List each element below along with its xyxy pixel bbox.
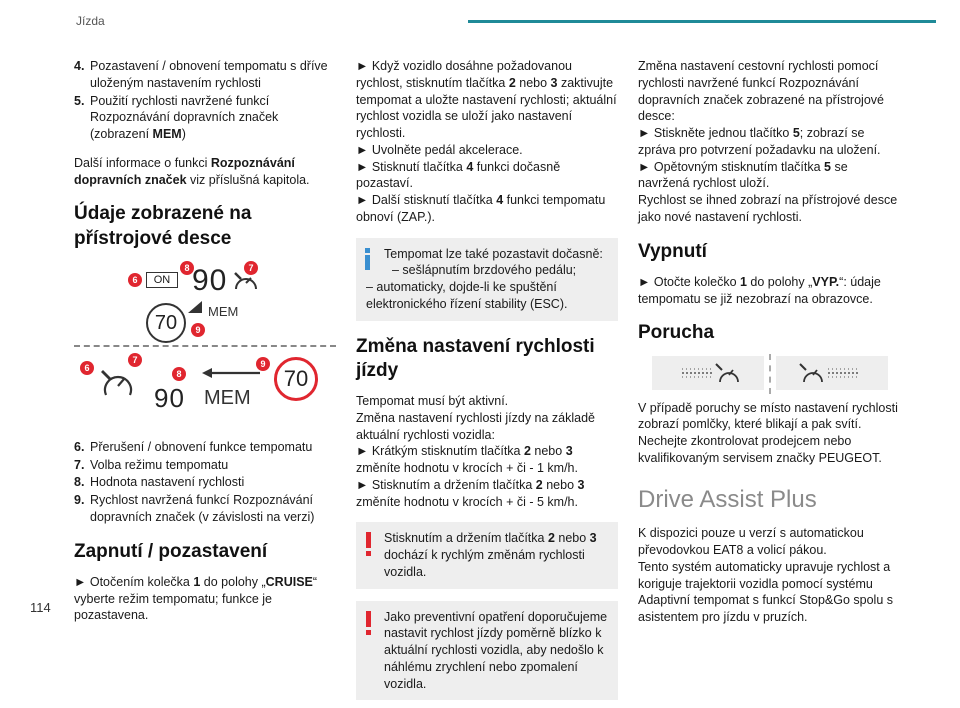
fault-divider [769, 354, 771, 394]
list-item: 6. Přerušení / obnovení funkce tempomatu [74, 439, 313, 454]
list-item: 4. Pozastavení / obnovení tempomatu s dříve uloženým nastavením rychlosti [74, 59, 328, 90]
warning-box: Stisknutím a držením tlačítka 2 nebo 3 dochází k rychlým změnám rychlosti vozidla. [356, 522, 618, 588]
heading-off: Vypnutí [638, 240, 707, 262]
list-item: 9. Rychlost navržená funkcí Rozpoznávání dopravních značek (v závislosti na verzi) [74, 493, 315, 524]
heading-change: Změna nastavení rychlosti jízdy [356, 335, 595, 381]
on-text: ► Otočením kolečka 1 do polohy „CRUISE“ vyberte režim tempomatu; funkce je pozastavena. [74, 574, 318, 623]
mem-label: MEM [204, 386, 251, 409]
more-info-text: Další informace o funkci Rozpoznávání dopravních značek viz příslušná kapitola. [74, 155, 310, 187]
step-text: ► Stisknutí tlačítka 4 funkci dočasně pozastaví. [356, 159, 561, 191]
header-accent-bar [468, 20, 936, 23]
header-section-label: Jízda [76, 14, 105, 28]
arrow-left-icon [202, 367, 262, 379]
badge-6: 6 [128, 273, 142, 287]
step-text: ► Když vozidlo dosáhne požadovanou rychlost, stisknutím tlačítka 2 nebo 3 zaktivujte tempomat a uložte nastavení rychlosti; aktuální rychlost vozidla se uloží jako nastavení rychlosti. [356, 59, 617, 140]
fault-panel-right [776, 356, 888, 390]
warning-box: Jako preventivní opatření doporučujeme nastavit rychlost jízdy poměrně blízko k aktuální rychlosti vozidla, aby nedošlo k náhlému zrychlení nebo zpomalení vozidla. [356, 601, 618, 701]
heading-display: Údaje zobrazené na přístrojové desce [74, 203, 252, 249]
badge-7: 7 [244, 261, 258, 275]
mem-label: MEM [208, 303, 239, 319]
list-item: 8. Hodnota nastavení rychlosti [74, 475, 245, 490]
warning-icon [366, 532, 371, 556]
heading-drive-assist: Drive Assist Plus [638, 485, 817, 513]
step-text: ► Opětovným stisknutím tlačítka 5 se navržená rychlost uloží. [638, 159, 848, 191]
warning-icon [366, 611, 371, 635]
off-text: ► Otočte kolečko 1 do polohy „VYP.“: údaje tempomatu se již nezobrazí na obrazovce. [638, 274, 881, 306]
info-icon [365, 248, 370, 270]
list-item: 7. Volba režimu tempomatu [74, 457, 229, 472]
page-number: 114 [30, 600, 51, 615]
step-text: ► Stisknutím a držením tlačítka 2 nebo 3 změníte hodnotu v krocích + či - 5 km/h. [356, 477, 585, 509]
cluster-diagram [74, 261, 336, 433]
badge-6: 6 [80, 361, 94, 375]
set-speed-value: 90 [154, 382, 185, 413]
pointer-triangle-icon [184, 299, 204, 315]
info-box: Tempomat lze také pozastavit dočasně: – sešlápnutím brzdového pedálu; – automaticky, dojde-li ke spuštění elektronického řízení stability (ESC). [356, 238, 618, 321]
cruise-gauge-icon [100, 367, 136, 401]
fault-diagram [638, 356, 900, 392]
badge-9: 9 [191, 323, 205, 337]
step-text: ► Krátkým stisknutím tlačítka 2 nebo 3 změníte hodnotu v krocích + či - 1 km/h. [356, 444, 578, 476]
gauge-dashes-icon [776, 356, 888, 390]
speed-limit-sign-icon: 70 [274, 357, 318, 401]
heading-fault: Porucha [638, 322, 715, 344]
cruise-gauge-icon [232, 269, 260, 297]
column-1 [74, 58, 336, 624]
on-indicator: ON [146, 272, 178, 288]
dashes-gauge-icon [652, 356, 764, 390]
fault-panel-left [652, 356, 764, 390]
step-text: ► Další stisknutí tlačítka 4 funkci tempomatu obnoví (ZAP.). [356, 193, 606, 224]
step-text: ► Uvolněte pedál akcelerace. [356, 142, 523, 157]
step-text: ► Stiskněte jednou tlačítko 5; zobrazí se zpráva pro potvrzení požadavku na uložení. [638, 126, 881, 157]
suggested-speed-sign: 70 [146, 303, 186, 343]
badge-8: 8 [180, 261, 194, 275]
column-2: ► Když vozidlo dosáhne požadovanou rychlost, stisknutím tlačítka 2 nebo 3 zaktivujte tempomat a uložte nastavení rychlosti; aktuální rychlost vozidla se uloží jako nastavení rychlosti. ► Uvolněte pedál akcelerace. ► Stisknutí tlačítka 4 funkci dočasně pozastaví. ► Další stisknutí tlačítka 4 funkci tempomatu obnoví (ZAP.). Tempomat lze také pozastavit dočasně: – sešlápnutím brzdového pedálu; – automaticky, dojde-li ke spuštění elektronického řízení stability (ESC). Změna nastavení rychlosti jízdy Tempomat musí být aktivní. Změna nastavení rychlosti jízdy na základě aktuální rychlosti vozidla: ► Krátkým stisknutím tlačítka 2 nebo 3 změníte hodnotu v krocích + či - 1 km/h. ► Stisknutím a držením tlačítka 2 nebo 3 změníte hodnotu v krocích + či - 5 km/h. Stisknutím a držením tlačítka 2 nebo 3 dochází k rychlým změnám rychlosti vozidla. Jako preventivní opatření doporučujeme nastavit rychlost jízdy poměrně blízko k aktuální rychlosti vozidla, aby nedošlo k náhlému zrychlení nebo zpomalení vozidla. [356, 58, 618, 708]
diagram-divider [74, 345, 336, 347]
badge-8: 8 [172, 367, 186, 381]
column-3: Změna nastavení cestovní rychlosti pomocí rychlosti navržené funkcí Rozpoznávání dopravních značek zobrazené na přístrojové desce: ► Stiskněte jednou tlačítko 5; zobrazí se zpráva pro potvrzení požadavku na uložení. ► Opětovným stisknutím tlačítka 5 se navržená rychlost uloží. Rychlost se ihned zobrazí na přístrojové desce jako nové nastavení rychlosti. Vypnutí ► Otočte kolečko 1 do polohy „VYP.“: údaje tempomatu se již nezobrazí na obrazovce. Porucha V případě poruchy se místo nastavení rychlosti zobrazí pomlčky, které blikají a pak svítí. Nechejte zkontrolovat prodejcem nebo kvalifikovaným servisem značky PEUGEOT. Drive Assist Plus K dispozici pouze u verzí s automatickou převodovkou EAT8 a volicí pákou. Tento systém automaticky upravuje rychlost a koriguje trajektorii vozidla pomocí systému Adaptivní tempomat s funkcí Stop&Go spolu s asistentem pro jízdu v pruzích. [638, 58, 900, 626]
heading-on: Zapnutí / pozastavení [74, 540, 268, 562]
set-speed-value: 90 [192, 263, 228, 297]
badge-9: 9 [256, 357, 270, 371]
list-item: 5. Použití rychlosti navržené funkcí Rozpoznávání dopravních značek (zobrazení MEM) [74, 93, 279, 141]
badge-7: 7 [128, 353, 142, 367]
